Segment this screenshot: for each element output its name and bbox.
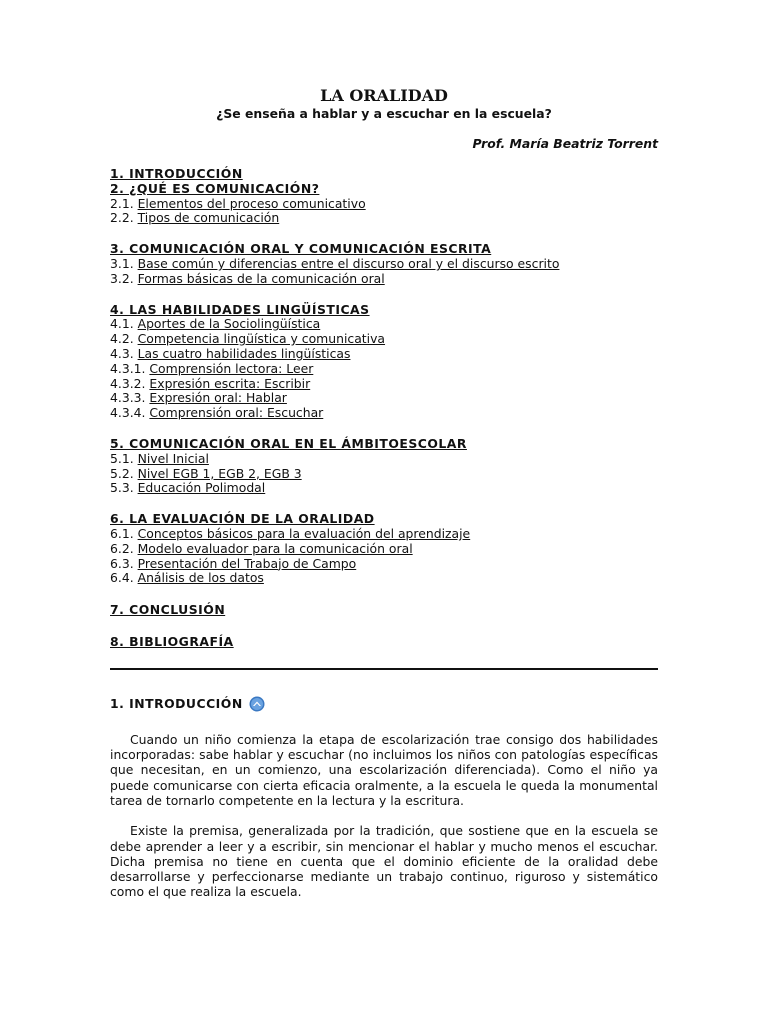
toc-heading-link[interactable]: 7. CONCLUSIÓN bbox=[110, 602, 226, 618]
toc-item-number: 4.2. bbox=[110, 331, 138, 347]
toc-item-link[interactable]: Tipos de comunicación bbox=[137, 210, 280, 226]
toc-item-link[interactable]: Elementos del proceso comunicativo bbox=[137, 195, 366, 211]
toc-item-row bbox=[110, 346, 658, 361]
section-heading-introduccion bbox=[110, 696, 658, 712]
toc-item-number: 2.1. bbox=[110, 195, 138, 211]
document-author: Prof. María Beatriz Torrent bbox=[472, 136, 658, 151]
toc-item-number: 6.1. bbox=[110, 525, 138, 541]
toc-item-link[interactable]: Modelo evaluador para la comunicación oral bbox=[137, 540, 413, 556]
toc-item-number: 3.1. bbox=[110, 255, 138, 271]
toc-group bbox=[110, 602, 658, 617]
toc-item-number: 2.2. bbox=[110, 210, 138, 226]
toc-item-number: 4.3.3. bbox=[110, 390, 150, 406]
toc-item-link[interactable]: Presentación del Trabajo de Campo bbox=[137, 555, 357, 571]
toc-heading-link[interactable]: 8. BIBLIOGRAFÍA bbox=[110, 633, 234, 649]
intro-paragraph-2: Existe la premisa, generalizada por la tradición, que sostiene que en la escuela se debe aprender a leer y a escribir, sin mencionar el hablar y mucho menos el escuchar. Dicha premisa no tiene en cuenta que el dominio eficiente de la oralidad debe desarrollarse y perfeccionarse mediante un trabajo continuo, riguroso y sistemático como el que realiza la escuela. bbox=[110, 823, 658, 900]
toc-item-row bbox=[110, 196, 658, 211]
toc-item-row bbox=[110, 316, 658, 331]
toc-item-number: 4.3.4. bbox=[110, 405, 150, 421]
toc-item-link[interactable]: Base común y diferencias entre el discurso oral y el discurso escrito bbox=[137, 255, 560, 271]
toc-item-link[interactable]: Aportes de la Sociolingüística bbox=[137, 316, 321, 332]
toc-heading-row bbox=[110, 436, 658, 451]
toc-item-number: 6.2. bbox=[110, 540, 138, 556]
toc-heading-link[interactable]: 2. ¿QUÉ ES COMUNICACIÓN? bbox=[110, 180, 320, 196]
document-content bbox=[110, 86, 658, 900]
toc-item-link[interactable]: Las cuatro habilidades lingüísticas bbox=[137, 345, 351, 361]
toc-item-link[interactable]: Nivel Inicial bbox=[137, 450, 209, 466]
toc-heading-row bbox=[110, 241, 658, 256]
table-of-contents bbox=[110, 166, 658, 649]
toc-item-number: 4.3.1. bbox=[110, 360, 150, 376]
section-heading-label: 1. INTRODUCCIÓN bbox=[110, 696, 243, 712]
toc-item-link[interactable]: Educación Polimodal bbox=[137, 480, 266, 496]
toc-item-link[interactable]: Comprensión oral: Escuchar bbox=[149, 405, 324, 421]
up-arrow-circle-icon[interactable] bbox=[249, 696, 265, 712]
toc-item-number: 5.1. bbox=[110, 450, 138, 466]
toc-item-link[interactable]: Expresión escrita: Escribir bbox=[149, 375, 311, 391]
toc-heading-row bbox=[110, 302, 658, 317]
toc-item-row bbox=[110, 466, 658, 481]
toc-item-link[interactable]: Competencia lingüística y comunicativa bbox=[137, 331, 386, 347]
toc-group bbox=[110, 302, 658, 420]
toc-item-row bbox=[110, 361, 658, 376]
toc-item-row bbox=[110, 480, 658, 495]
toc-item-number: 5.2. bbox=[110, 465, 138, 481]
toc-item-link[interactable]: Expresión oral: Hablar bbox=[149, 390, 287, 406]
toc-item-row bbox=[110, 451, 658, 466]
toc-item-number: 6.4. bbox=[110, 570, 138, 586]
toc-heading-row bbox=[110, 634, 658, 649]
toc-heading-row bbox=[110, 166, 658, 181]
toc-heading-link[interactable]: 4. LAS HABILIDADES LINGÜÍSTICAS bbox=[110, 301, 370, 317]
toc-item-link[interactable]: Comprensión lectora: Leer bbox=[149, 360, 314, 376]
toc-item-number: 4.3. bbox=[110, 345, 138, 361]
toc-group bbox=[110, 166, 658, 225]
toc-item-number: 4.1. bbox=[110, 316, 138, 332]
toc-item-link[interactable]: Análisis de los datos bbox=[137, 570, 264, 586]
toc-group bbox=[110, 634, 658, 649]
toc-heading-link[interactable]: 5. COMUNICACIÓN ORAL EN EL ÁMBITOESCOLAR bbox=[110, 435, 467, 451]
toc-item-number: 3.2. bbox=[110, 270, 138, 286]
toc-item-row bbox=[110, 376, 658, 391]
toc-item-link[interactable]: Formas básicas de la comunicación oral bbox=[137, 270, 385, 286]
toc-item-link[interactable]: Conceptos básicos para la evaluación del aprendizaje bbox=[137, 525, 471, 541]
toc-heading-row bbox=[110, 511, 658, 526]
toc-item-row bbox=[110, 526, 658, 541]
toc-group bbox=[110, 436, 658, 495]
toc-item-row bbox=[110, 570, 658, 585]
toc-item-row bbox=[110, 556, 658, 571]
toc-item-number: 4.3.2. bbox=[110, 375, 150, 391]
toc-heading-row bbox=[110, 181, 658, 196]
toc-item-row bbox=[110, 390, 658, 405]
toc-item-row bbox=[110, 331, 658, 346]
toc-item-number: 6.3. bbox=[110, 555, 138, 571]
document-subtitle: ¿Se enseña a hablar y a escuchar en la escuela? bbox=[216, 106, 552, 121]
toc-heading-link[interactable]: 6. LA EVALUACIÓN DE LA ORALIDAD bbox=[110, 511, 375, 527]
toc-heading-link[interactable]: 1. INTRODUCCIÓN bbox=[110, 166, 243, 181]
horizontal-divider bbox=[110, 668, 658, 670]
toc-group bbox=[110, 511, 658, 585]
toc-item-number: 5.3. bbox=[110, 480, 138, 496]
toc-item-row bbox=[110, 405, 658, 420]
toc-item-row bbox=[110, 256, 658, 271]
toc-heading-row bbox=[110, 602, 658, 617]
toc-heading-link[interactable]: 3. COMUNICACIÓN ORAL Y COMUNICACIÓN ESCRITA bbox=[110, 241, 492, 257]
toc-item-link[interactable]: Nivel EGB 1, EGB 2, EGB 3 bbox=[137, 465, 302, 481]
toc-item-row bbox=[110, 210, 658, 225]
toc-item-row bbox=[110, 541, 658, 556]
intro-paragraph-1: Cuando un niño comienza la etapa de escolarización trae consigo dos habilidades incorporadas: sabe hablar y escuchar (no incluimos los niños con patologías específicas que necesitan, en un comienzo, una escolarización diferenciada). Como el niño ya puede comunicarse con cierta eficacia oralmente, a la escuela le queda la monumental tarea de tornarlo competente en la lectura y la escritura. bbox=[110, 731, 658, 808]
toc-group bbox=[110, 241, 658, 285]
document-title: LA ORALIDAD bbox=[320, 86, 448, 105]
toc-item-row bbox=[110, 271, 658, 286]
